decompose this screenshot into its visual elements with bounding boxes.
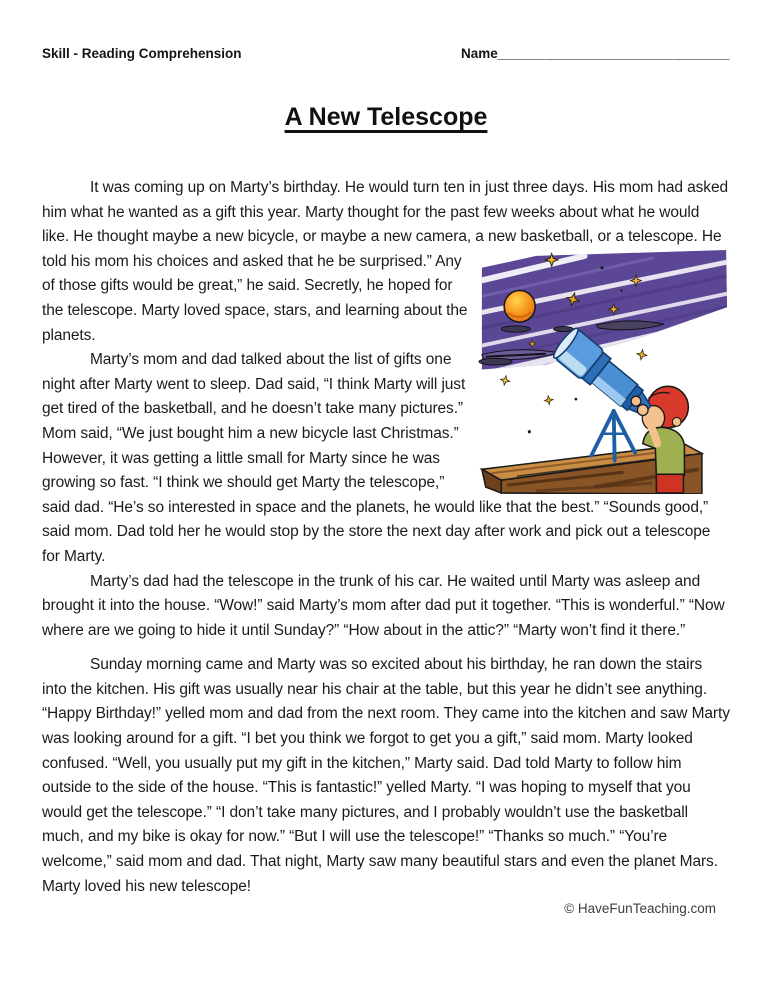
footer [42, 901, 730, 916]
name-field [461, 46, 730, 61]
header [42, 46, 730, 61]
page-title: A New Telescope [284, 103, 488, 131]
telescope-illustration-svg [478, 250, 730, 494]
name-label: Name [460, 46, 498, 61]
story-paragraph-2: Marty’s mom and dad talked about the list of gifts one night after Marty went to sleep. Dad said, “I think Marty will just get tired of the basketball, and he doesn’t take many pictures.” Mom said, “We just bought him a new bicycle last Christmas.” However, it was getting a little small for Marty since he was growing so fast. “I think we should get Marty the telescope,” said dad. “He’s so interested in space and the planets, he would like that the best.” “Sounds good,” said mom. Dad told her he would stop by the store the next day after work and pick out a telescope for Marty. [42, 351, 711, 565]
pants [656, 474, 683, 493]
story-paragraph-3: Marty’s dad had the telescope in the trunk of his car. He waited until Marty was asleep and brought it into the house. “Wow!” said Marty’s mom after dad put it together. “This is wonderful.” “Now where are we going to hide it until Sunday?” “How about in the attic?” “Marty won’t find it there.” [42, 572, 725, 639]
hand [637, 405, 648, 416]
story-paragraph-1: It was coming up on Marty’s birthday. He would turn ten in just three days. His mom had asked him what he wanted as a gift this year. Marty thought for the past few weeks about what he would like. He thought maybe a new bicycle, or maybe a new camera, a new basketball, or a telescope. He told his mom his choices and asked that he be surprised.” Any of those gifts would be great,” he said. Secretly, he hoped for the telescope. Marty loved space, stars, and learning about the planets. [42, 179, 728, 344]
ear [672, 417, 681, 426]
copyright-credit: © HaveFunTeaching.com [564, 901, 716, 917]
story-paragraph-4: Sunday morning came and Marty was so excited about his birthday, he ran down the stairs into the kitchen. His gift was usually near his chair at the table, but this year he didn’t see anything. “Happy Birthday!” yelled mom and dad from the next room. They came into the kitchen and saw Marty was looking around for a gift. “I bet you think we forgot to get you a gift,” said mom. Marty looked confused. “Well, you usually put my gift in the kitchen,” Marty said. Dad told Marty to follow him outside to the side of the house. “This is fantastic!” yelled Marty. “I was hoping to myself that you would get the telescope.” “I don’t take many pictures, and I probably wouldn’t use the basketball much, and my bike is okay for now.” “But I will use the telescope!” “Thanks so much.” “You’re welcome,” said mom and dad. That night, Marty saw many beautiful stars and even the planet Mars. Marty loved his new telescope! [42, 656, 730, 895]
story-body [42, 176, 730, 899]
hand [631, 396, 641, 406]
telescope-illustration [478, 250, 730, 494]
skill-label: Skill - Reading Comprehension [42, 46, 242, 61]
name-blank-line: _____________________________ [497, 46, 730, 61]
